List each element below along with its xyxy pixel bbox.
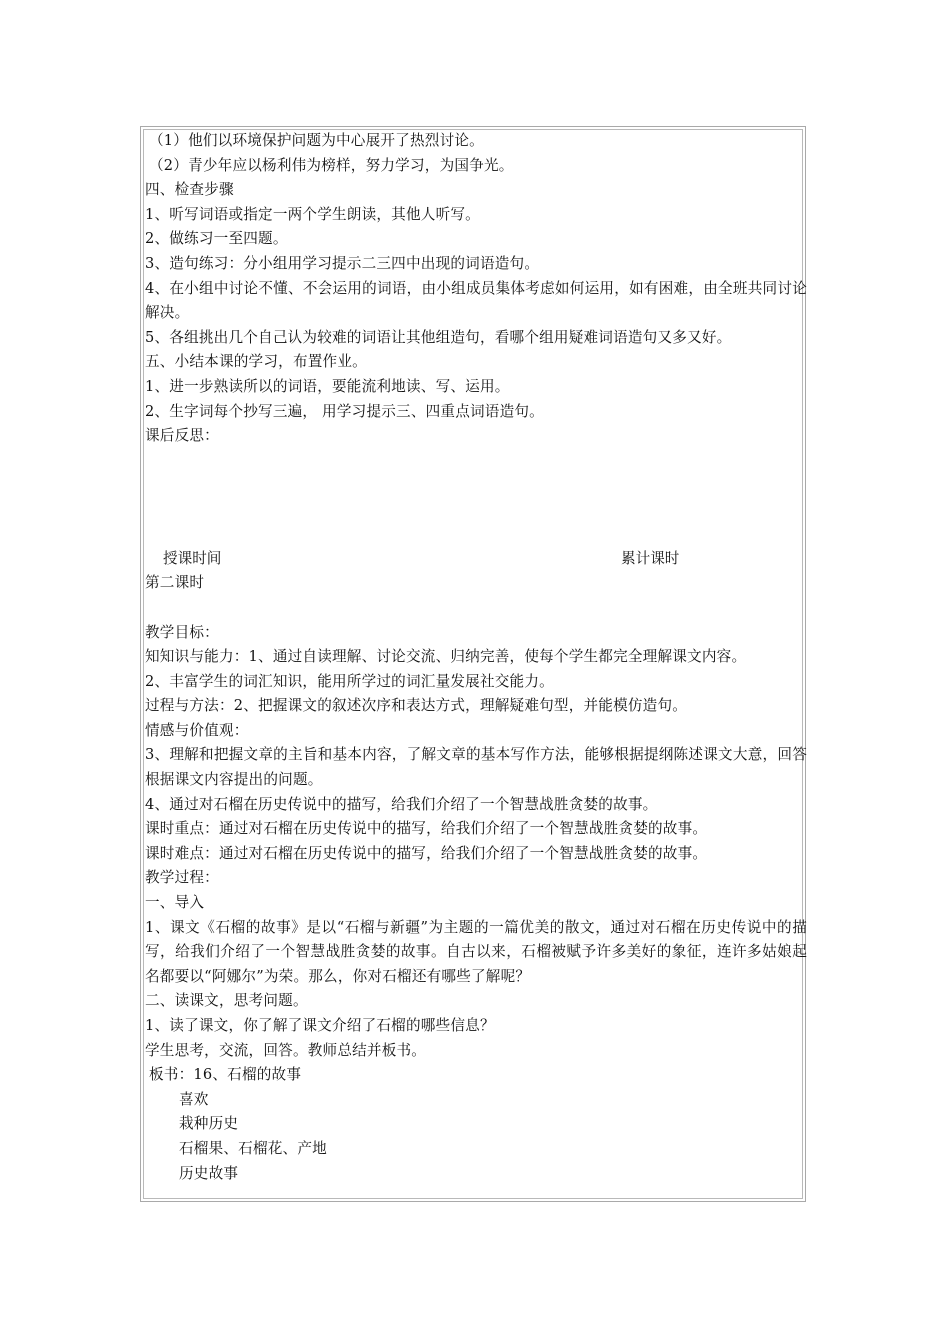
step-item-2: 2、做练习一至四题。: [145, 230, 288, 248]
step-item-5: 5、各组挑出几个自己认为较难的词语让其他组造句，看哪个组用疑难词语造句又多又好。: [145, 328, 732, 346]
cumulative-hours-label: 累计课时: [621, 549, 680, 567]
board-title: 板书：16、石榴的故事: [149, 1066, 302, 1084]
student-activity: 学生思考，交流，回答。教师总结并板书。: [145, 1041, 427, 1059]
board-item: 喜欢: [179, 1090, 209, 1108]
intro-heading: 一、导入: [145, 894, 205, 912]
objective-knowledge: 知知识与能力：1、通过自读理解、讨论交流、归纳完善，使每个学生都完全理解课文内容。: [145, 648, 747, 666]
lesson-plan-content: [145, 129, 807, 1186]
intro-paragraph: 1、课文《石榴的故事》是以“石榴与新疆”为主题的一篇优美的散文，通过对石榴在历史传说中的描写，给我们介绍了一个智慧战胜贪婪的故事。自古以来，石榴被赋予许多美好的象征，连许多姑娘起名都要以“阿娜尔”为荣。那么，你对石榴还有哪些了解呢？: [145, 918, 807, 985]
board-item: 栽种历史: [179, 1115, 239, 1133]
objective-3: 3、理解和把握文章的主旨和基本内容，了解文章的基本写作方法，能够根据提纲陈述课文大意，回答根据课文内容提出的问题。: [145, 746, 807, 789]
objective-values-heading: 情感与价值观：: [145, 721, 249, 739]
section-heading-check-steps: 四、检查步骤: [145, 181, 234, 199]
board-item: 石榴果、石榴花、产地: [179, 1139, 327, 1157]
read-heading: 二、读课文，思考问题。: [145, 992, 308, 1010]
homework-item-1: 1、进一步熟读所以的词语，要能流利地读、写、运用。: [145, 377, 510, 395]
read-question-1: 1、读了课文，你了解了课文介绍了石榴的哪些信息？: [145, 1017, 495, 1034]
objective-4: 4、通过对石榴在历史传说中的描写，给我们介绍了一个智慧战胜贪婪的故事。: [145, 795, 658, 813]
spacer: [145, 596, 807, 621]
lesson-title: 第二课时: [145, 574, 205, 592]
process-heading: 教学过程：: [145, 869, 219, 887]
reflection-blank-space: [145, 449, 807, 547]
objectives-heading: 教学目标：: [145, 623, 219, 641]
step-item-4: 4、在小组中讨论不懂、不会运用的词语，由小组成员集体考虑如何运用，如有困难，由全班共同讨论解决。: [145, 279, 807, 322]
example-sentence-1: （1）他们以环境保护问题为中心展开了热烈讨论。: [149, 132, 484, 149]
objective-process: 过程与方法：2、把握课文的叙述次序和表达方式，理解疑难句型，并能模仿造句。: [145, 697, 688, 715]
class-time-label: 授课时间: [163, 549, 222, 567]
board-item: 历史故事: [179, 1164, 239, 1182]
time-row: [145, 547, 807, 572]
reflection-label: 课后反思：: [145, 427, 219, 445]
section-heading-summary: 五、小结本课的学习，布置作业。: [145, 353, 367, 371]
step-item-3: 3、造句练习：分小组用学习提示二三四中出现的词语造句。: [145, 254, 540, 272]
homework-item-2: 2、生字词每个抄写三遍， 用学习提示三、四重点词语造句。: [145, 402, 544, 420]
objective-vocabulary: 2、丰富学生的词汇知识，能用所学过的词汇量发展社交能力。: [145, 672, 554, 690]
example-sentence-2: （2）青少年应以杨利伟为榜样，努力学习，为国争光。: [149, 156, 514, 174]
difficult-point: 课时难点：通过对石榴在历史传说中的描写，给我们介绍了一个智慧战胜贪婪的故事。: [145, 844, 708, 862]
step-item-1: 1、听写词语或指定一两个学生朗读，其他人听写。: [145, 205, 480, 223]
key-point: 课时重点：通过对石榴在历史传说中的描写，给我们介绍了一个智慧战胜贪婪的故事。: [145, 820, 708, 838]
